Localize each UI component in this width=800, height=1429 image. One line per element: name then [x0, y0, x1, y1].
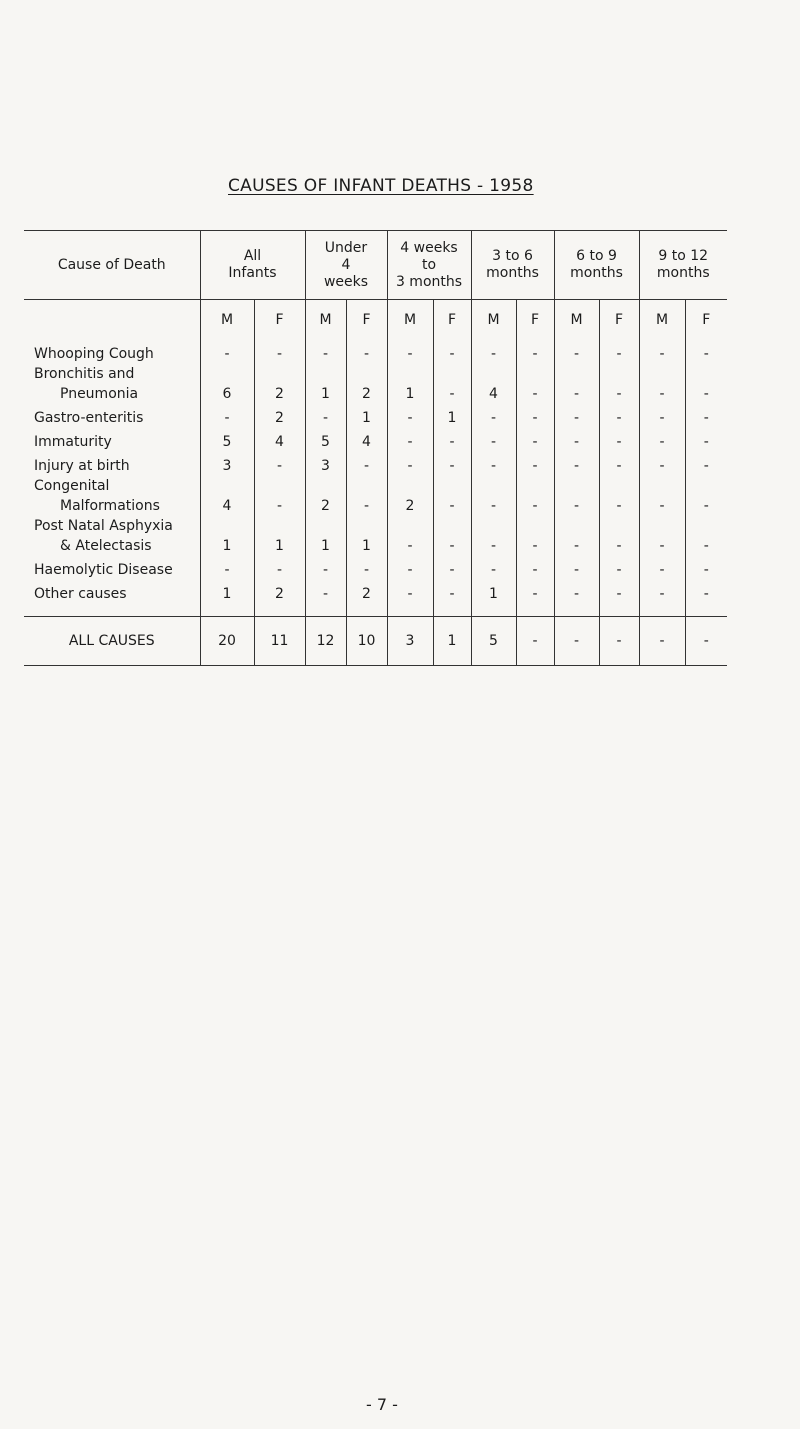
value-cell: -	[387, 404, 433, 428]
value-cell: -	[254, 476, 305, 516]
col-3-to-6-months	[471, 231, 554, 300]
total-value-cell: -	[685, 617, 727, 666]
value-cell: -	[305, 340, 346, 364]
value-cell: -	[254, 556, 305, 580]
value-cell: -	[639, 404, 685, 428]
value-cell: -	[639, 516, 685, 556]
cause-cell	[24, 580, 200, 604]
value-cell: -	[471, 556, 516, 580]
cause-cell	[24, 428, 200, 452]
table-row	[24, 556, 727, 580]
value-cell: -	[387, 516, 433, 556]
total-value-cell: -	[639, 617, 685, 666]
value-cell: -	[433, 580, 471, 604]
value-cell: -	[471, 404, 516, 428]
total-label: ALL CAUSES	[24, 617, 200, 666]
female-header: F	[254, 300, 305, 341]
value-cell: -	[200, 556, 254, 580]
value-cell: -	[599, 404, 639, 428]
table-row	[24, 364, 727, 404]
column-label-line: 3 months	[395, 273, 463, 290]
value-cell: -	[346, 340, 387, 364]
spacer-row	[24, 604, 727, 617]
table-row	[24, 452, 727, 476]
value-cell: 5	[305, 428, 346, 452]
value-cell: -	[200, 404, 254, 428]
column-label-line: 4	[341, 256, 351, 273]
value-cell: -	[471, 516, 516, 556]
page-number: - 7 -	[366, 1395, 398, 1414]
column-label-line: months	[486, 265, 539, 281]
female-header: F	[685, 300, 727, 341]
spacer-cell	[305, 604, 346, 617]
value-cell: -	[516, 452, 554, 476]
cause-label: Gastro-enteritis	[34, 410, 144, 426]
value-cell: -	[346, 452, 387, 476]
value-cell: 4	[471, 364, 516, 404]
cause-header: Cause of Death	[24, 231, 200, 300]
total-value-cell: 10	[346, 617, 387, 666]
cause-label: Whooping Cough	[34, 346, 154, 362]
cause-label: Other causes	[34, 586, 127, 602]
male-header: M	[305, 300, 346, 341]
value-cell: 2	[387, 476, 433, 516]
value-cell: -	[516, 476, 554, 516]
spacer-cell	[516, 604, 554, 617]
value-cell: -	[433, 452, 471, 476]
value-cell: -	[554, 556, 599, 580]
col-9-to-12-months	[639, 231, 727, 300]
male-header: M	[639, 300, 685, 341]
col-6-to-9-months	[554, 231, 639, 300]
value-cell: -	[387, 452, 433, 476]
value-cell: -	[685, 452, 727, 476]
cause-label: Haemolytic Disease	[34, 562, 173, 578]
spacer-cell	[639, 604, 685, 617]
spacer-cell	[200, 604, 254, 617]
cause-label: Pneumonia	[60, 386, 139, 402]
female-header: F	[516, 300, 554, 341]
value-cell: -	[639, 452, 685, 476]
column-label-line: weeks	[323, 273, 369, 290]
value-cell: -	[433, 476, 471, 516]
cause-label: & Atelectasis	[60, 538, 152, 554]
cause-label: Post Natal Asphyxia	[34, 518, 173, 534]
value-cell: -	[471, 428, 516, 452]
column-label-line: months	[656, 265, 710, 281]
value-cell: -	[599, 516, 639, 556]
value-cell: 4	[254, 428, 305, 452]
male-header: M	[387, 300, 433, 341]
value-cell: -	[254, 340, 305, 364]
value-cell: -	[305, 404, 346, 428]
value-cell: -	[305, 556, 346, 580]
total-value-cell: 5	[471, 617, 516, 666]
cause-label: Injury at birth	[34, 458, 130, 474]
value-cell: 3	[200, 452, 254, 476]
column-label-line: 6 to 9	[576, 248, 617, 264]
spacer-cell	[254, 604, 305, 617]
column-label-line: 4 weeks	[400, 239, 458, 256]
cause-cell	[24, 452, 200, 476]
table-row	[24, 580, 727, 604]
value-cell: -	[305, 580, 346, 604]
total-value-cell: -	[516, 617, 554, 666]
value-cell: -	[471, 452, 516, 476]
value-cell: -	[685, 340, 727, 364]
spacer-cell	[387, 604, 433, 617]
value-cell: -	[554, 476, 599, 516]
column-header-row	[24, 231, 727, 300]
value-cell: 1	[254, 516, 305, 556]
value-cell: -	[639, 364, 685, 404]
value-cell: -	[516, 556, 554, 580]
value-cell: 1	[200, 516, 254, 556]
value-cell: -	[554, 452, 599, 476]
table-row	[24, 404, 727, 428]
value-cell: -	[387, 556, 433, 580]
column-label-line: months	[570, 265, 623, 281]
infant-deaths-table	[24, 230, 727, 666]
male-header: M	[554, 300, 599, 341]
female-header: F	[346, 300, 387, 341]
value-cell: -	[516, 340, 554, 364]
value-cell: -	[685, 580, 727, 604]
value-cell: -	[554, 364, 599, 404]
value-cell: -	[471, 340, 516, 364]
cause-cell	[24, 364, 200, 404]
value-cell: 2	[254, 364, 305, 404]
page-title: CAUSES OF INFANT DEATHS - 1958	[228, 176, 534, 196]
value-cell: -	[254, 452, 305, 476]
value-cell: -	[433, 428, 471, 452]
value-cell: -	[471, 476, 516, 516]
total-value-cell: 20	[200, 617, 254, 666]
cause-cell	[24, 476, 200, 516]
value-cell: -	[639, 428, 685, 452]
value-cell: -	[685, 516, 727, 556]
value-cell: 6	[200, 364, 254, 404]
value-cell: -	[554, 580, 599, 604]
male-header: M	[471, 300, 516, 341]
value-cell: 5	[200, 428, 254, 452]
cause-cell	[24, 404, 200, 428]
value-cell: -	[685, 404, 727, 428]
column-label-line: 3 to 6	[492, 248, 533, 264]
table-row	[24, 516, 727, 556]
value-cell: -	[516, 428, 554, 452]
table-row	[24, 428, 727, 452]
table-row	[24, 476, 727, 516]
value-cell: -	[599, 580, 639, 604]
value-cell: 4	[346, 428, 387, 452]
value-cell: -	[554, 428, 599, 452]
sex-header-row	[24, 300, 727, 341]
value-cell: 1	[387, 364, 433, 404]
value-cell: -	[200, 340, 254, 364]
value-cell: -	[685, 364, 727, 404]
female-header: F	[599, 300, 639, 341]
total-row	[24, 617, 727, 666]
value-cell: 1	[471, 580, 516, 604]
column-label-line: All	[243, 248, 262, 264]
total-value-cell: -	[554, 617, 599, 666]
col-4-weeks-to-3-months	[387, 231, 471, 300]
total-value-cell: 3	[387, 617, 433, 666]
value-cell: -	[685, 556, 727, 580]
value-cell: 1	[305, 364, 346, 404]
cause-cell	[24, 516, 200, 556]
value-cell: 3	[305, 452, 346, 476]
value-cell: -	[639, 580, 685, 604]
spacer-cell	[685, 604, 727, 617]
total-value-cell: 11	[254, 617, 305, 666]
col-all-infants	[200, 231, 305, 300]
value-cell: 2	[305, 476, 346, 516]
value-cell: -	[433, 516, 471, 556]
value-cell: -	[516, 364, 554, 404]
total-value-cell: -	[599, 617, 639, 666]
value-cell: -	[433, 556, 471, 580]
cause-label: Malformations	[60, 498, 160, 514]
value-cell: -	[599, 364, 639, 404]
value-cell: -	[346, 476, 387, 516]
spacer-cell	[554, 604, 599, 617]
value-cell: -	[554, 340, 599, 364]
value-cell: 2	[254, 404, 305, 428]
value-cell: 2	[346, 364, 387, 404]
cause-label: Immaturity	[34, 434, 112, 450]
value-cell: 1	[200, 580, 254, 604]
spacer-cell	[346, 604, 387, 617]
column-label-line: Infants	[228, 265, 277, 281]
value-cell: 1	[305, 516, 346, 556]
value-cell: -	[639, 340, 685, 364]
table-row	[24, 340, 727, 364]
value-cell: -	[639, 556, 685, 580]
value-cell: -	[599, 452, 639, 476]
cause-label: Congenital	[34, 478, 110, 494]
value-cell: -	[599, 340, 639, 364]
spacer-cell	[24, 604, 200, 617]
value-cell: -	[346, 556, 387, 580]
total-value-cell: 12	[305, 617, 346, 666]
cause-label: Bronchitis and	[34, 366, 135, 382]
value-cell: -	[599, 476, 639, 516]
blank-cell	[24, 300, 200, 341]
value-cell: 1	[346, 516, 387, 556]
value-cell: -	[639, 476, 685, 516]
value-cell: -	[685, 476, 727, 516]
value-cell: 2	[346, 580, 387, 604]
column-label-line: to	[421, 256, 437, 273]
value-cell: -	[387, 340, 433, 364]
value-cell: -	[433, 340, 471, 364]
column-label-line: 9 to 12	[658, 248, 709, 264]
spacer-cell	[471, 604, 516, 617]
value-cell: -	[516, 404, 554, 428]
value-cell: -	[433, 364, 471, 404]
value-cell: 4	[200, 476, 254, 516]
value-cell: 1	[346, 404, 387, 428]
value-cell: -	[599, 556, 639, 580]
spacer-cell	[433, 604, 471, 617]
value-cell: 2	[254, 580, 305, 604]
total-value-cell: 1	[433, 617, 471, 666]
value-cell: -	[554, 516, 599, 556]
value-cell: -	[554, 404, 599, 428]
col-under-4-weeks	[305, 231, 387, 300]
male-header: M	[200, 300, 254, 341]
value-cell: -	[599, 428, 639, 452]
value-cell: -	[516, 580, 554, 604]
column-label-line: Under	[324, 239, 368, 256]
cause-cell	[24, 556, 200, 580]
female-header: F	[433, 300, 471, 341]
value-cell: -	[387, 428, 433, 452]
value-cell: 1	[433, 404, 471, 428]
value-cell: -	[516, 516, 554, 556]
cause-cell	[24, 340, 200, 364]
spacer-cell	[599, 604, 639, 617]
value-cell: -	[387, 580, 433, 604]
value-cell: -	[685, 428, 727, 452]
